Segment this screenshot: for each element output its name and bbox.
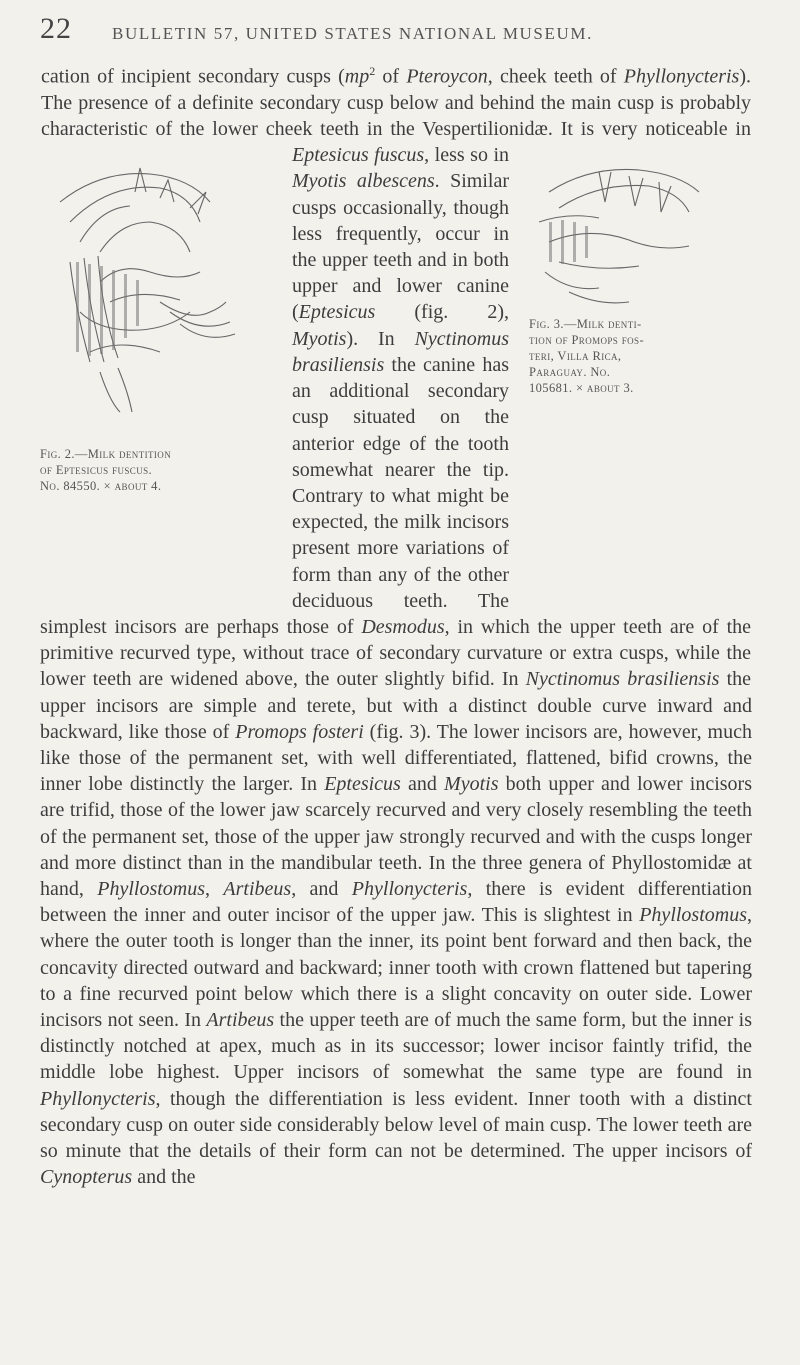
fig2-caption-line: No. 84550. × about 4. <box>40 479 162 493</box>
text-run-italic: Pteroycon <box>406 65 488 88</box>
fig3-caption-line: tion of Promops fos- <box>529 333 645 347</box>
text-run-italic: Promops fosteri <box>235 720 364 743</box>
figure-3 <box>523 162 751 602</box>
text-run: ). In <box>346 327 415 350</box>
text-run: , and <box>291 877 352 900</box>
fig2-caption-line: of Eptesicus fuscus. <box>40 463 153 477</box>
text-run: . Similar cusps occasionally, though less frequently, occur in the upper teeth and in both upper and lower canine ( <box>292 170 510 324</box>
text-run-italic: mp <box>344 65 370 88</box>
fig3-caption-line: 105681. × about 3. <box>529 381 634 395</box>
text-run: and <box>400 773 445 796</box>
text-run-italic: Myotis <box>292 327 347 350</box>
text-run: of <box>375 65 407 88</box>
text-run-italic: Phyllonycteris <box>351 877 468 900</box>
text-run: and the <box>132 1166 196 1189</box>
text-run-italic: Phyllostomus <box>639 904 747 927</box>
text-run-italic: Eptesicus <box>324 773 401 796</box>
text-run-italic: Phyllonycteris <box>623 65 740 88</box>
superscript: 2 <box>369 64 376 78</box>
text-run: the upper incisors are simple and terete, but with a distinct double curve inward and backward, like those of <box>40 668 752 743</box>
text-run: ). The presence of a definite secondary cusp below and behind the main cusp is probably characteristic of the lower cheek teeth in the Vespertilionidæ. It is very noticeable in <box>41 65 751 141</box>
text-run: , there is evident differentiation between the inner and outer incisor of the upper jaw. This is slightest in <box>40 877 752 927</box>
text-run: the upper teeth are of much the same form, but the inner is distinctly notched at apex, much as in its successor; lower incisor faintly trifid, the middle lobe highest. Upper incisors of somewhat the same type are found in <box>40 1008 752 1084</box>
text-run: (fig. 2), <box>375 301 509 324</box>
text-run: , <box>205 877 224 900</box>
text-run: , though the differentiation is less evident. Inner tooth with a distinct secondary cusp on outer side considerably below level of main cusp. The lower teeth are so minute that the details of their form can not be determined. The upper incisors of <box>40 1087 752 1162</box>
text-run-italic: Artibeus <box>223 877 292 900</box>
text-run-italic: Desmodus <box>361 615 445 638</box>
text-run-italic: Artibeus <box>206 1008 275 1031</box>
text-run-italic: Nyctinomus brasiliensis <box>292 327 509 376</box>
fig3-caption-line: Paraguay. No. <box>529 365 611 379</box>
figure-2-caption <box>40 446 240 494</box>
text-run-italic: Myotis <box>444 773 499 796</box>
fig3-caption-line: teri, Villa Rica, <box>529 349 622 363</box>
milk-dentition-drawing <box>40 162 240 442</box>
page-number: 22 <box>40 12 72 45</box>
figure-2 <box>40 162 280 598</box>
text-run: the canine has an additional secondary cusp situated on the anterior edge of the tooth somewhat nearer the tip. Contrary to what might be expected, the milk incisors present more variations of form than any of the other deciduous teeth. The simplest incisors are perhaps those of <box>40 353 509 638</box>
text-run: both upper and lower incisors are trifid, those of the lower jaw scarcely recurved and very closely resembling the teeth of the permanent set, those of the upper jaw strongly recurved and with the cusps longer and more distinct than in the mandibular teeth. In the three genera of Phyllostomidæ at hand, <box>40 773 752 900</box>
text-run-italic: Eptesicus fuscus <box>292 144 425 167</box>
text-run: (fig. 3). The lower incisors are, however, much like those of the permanent set, with well differentiated, flattened, bifid crowns, the inner lobe distinctly the larger. In <box>40 720 752 796</box>
figure-3-caption <box>529 316 719 396</box>
running-title: BULLETIN 57, UNITED STATES NATIONAL MUSEUM. <box>112 24 593 43</box>
text-run: , cheek teeth of <box>487 65 624 88</box>
text-run: cation of incipient secondary cusps ( <box>41 65 345 88</box>
fig2-caption-line: Fig. 2.—Milk dentition <box>40 447 172 461</box>
text-run-italic: Myotis albescens <box>292 170 435 193</box>
text-run-italic: Phyllonycteris <box>40 1087 156 1110</box>
text-run: , in which the upper teeth are of the primitive recurved type, without trace of secondary curvature or extra cusps, while the lower teeth are widened above, the outer slightly bifid. In <box>40 615 752 691</box>
text-run: , where the outer tooth is longer than the inner, its point bent forward and then back, the concavity directed outward and backward; inner tooth with crown flattened but tapering to a fine recurved point below which there is a slight concavity on outer side. Lower incisors not seen. In <box>40 904 752 1031</box>
text-run-italic: Phyllostomus <box>97 877 206 900</box>
text-run-italic: Nyctinomus brasiliensis <box>525 668 720 691</box>
milk-dentition-drawing <box>529 162 709 312</box>
page-header <box>40 12 750 48</box>
text-run-italic: Eptesicus <box>298 301 376 324</box>
text-run-italic: Cynopterus <box>40 1166 133 1189</box>
body-text <box>40 58 752 1190</box>
fig3-caption-line: Fig. 3.—Milk denti- <box>529 317 642 331</box>
text-run: , less so in <box>424 144 509 167</box>
